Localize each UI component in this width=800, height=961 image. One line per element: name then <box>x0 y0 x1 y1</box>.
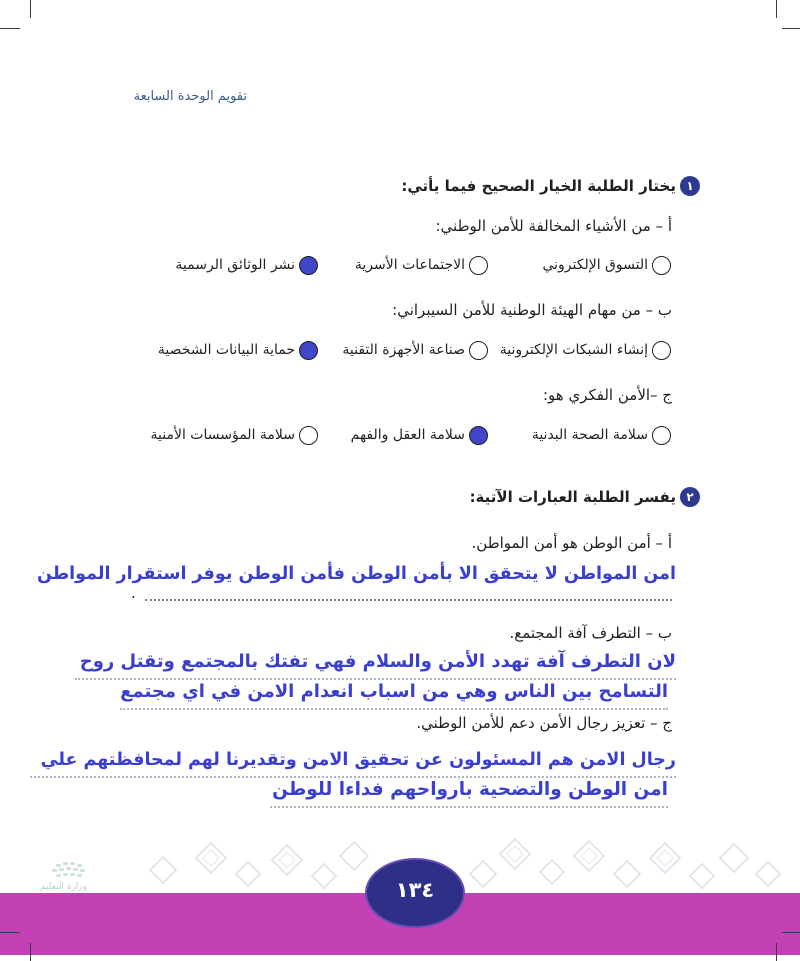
option-online-shopping[interactable] <box>542 254 671 276</box>
question-2-prompt: يفسر الطلبة العبارات الآتية: <box>469 488 676 506</box>
option-label: الاجتماعات الأسرية <box>354 257 465 273</box>
unit-review-title: تقويم الوحدة السابعة <box>133 89 247 104</box>
question-2-number-badge: ٢ <box>680 487 700 507</box>
option-label: حماية البيانات الشخصية <box>157 342 295 358</box>
question-2c-stem: ج – تعزيز رجال الأمن دعم للأمن الوطني. <box>416 714 672 732</box>
radio-button[interactable] <box>652 256 671 275</box>
option-intellect-understanding-safety[interactable] <box>351 424 488 446</box>
radio-button[interactable] <box>299 341 318 360</box>
radio-button[interactable] <box>299 256 318 275</box>
radio-button[interactable] <box>469 341 488 360</box>
question-1-prompt: يختار الطلبة الخيار الصحيح فيما يأتي: <box>401 177 676 195</box>
radio-button[interactable] <box>652 426 671 445</box>
logo-text: وزارة التعليم <box>40 882 88 892</box>
crop-mark <box>30 943 31 961</box>
question-1a-stem: أ – من الأشياء المخالفة للأمن الوطني: <box>435 217 672 235</box>
answer-2b-line-1: لان التطرف آفة تهدد الأمن والسلام فهي تفتك بالمجتمع وتقتل روح <box>75 646 676 680</box>
option-family-meetings[interactable] <box>355 254 488 276</box>
crop-mark <box>782 932 800 933</box>
answer-2b-line-2: التسامح بين الناس وهي من اسباب انعدام الامن في اي مجتمع <box>120 676 668 710</box>
radio-button[interactable] <box>299 426 318 445</box>
option-manufacturing-tech-devices[interactable] <box>342 339 488 361</box>
option-building-electronic-networks[interactable] <box>500 339 671 361</box>
answer-dotted-line <box>145 599 672 601</box>
option-security-institutions-safety[interactable] <box>151 424 318 446</box>
option-protecting-personal-data[interactable] <box>158 339 318 361</box>
option-label: سلامة المؤسسات الأمنية <box>150 427 295 443</box>
option-physical-health-safety[interactable] <box>532 424 671 446</box>
crop-mark <box>0 932 20 933</box>
option-label: سلامة العقل والفهم <box>350 427 465 443</box>
page-number: ١٣٤ <box>395 878 435 902</box>
option-label: صناعة الأجهزة التقنية <box>342 342 465 358</box>
dotted-line-end: . <box>131 584 136 602</box>
question-1b-stem: ب – من مهام الهيئة الوطنية للأمن السيبراني: <box>392 301 672 319</box>
crop-mark <box>776 943 777 961</box>
question-1-number-badge: ١ <box>680 176 700 196</box>
crop-mark <box>30 0 31 18</box>
answer-2c-line-2: امن الوطن والتضحية بارواحهم فداءا للوطن <box>270 774 668 808</box>
crop-mark <box>0 28 20 29</box>
page-number-badge <box>365 858 465 928</box>
option-label: إنشاء الشبكات الإلكترونية <box>499 342 648 358</box>
crop-mark <box>782 28 800 29</box>
option-label: نشر الوثائق الرسمية <box>175 257 295 273</box>
ministry-of-education-logo <box>30 860 114 894</box>
radio-button[interactable] <box>652 341 671 360</box>
answer-2c-line-1: رجال الامن هم المسئولون عن تحقيق الامن وتقديرنا لهم لمحافظتهم علي <box>30 744 676 778</box>
option-label: التسوق الإلكتروني <box>542 257 648 273</box>
ministry-logo-mark <box>30 860 114 882</box>
radio-button[interactable] <box>469 426 488 445</box>
radio-button[interactable] <box>469 256 488 275</box>
question-2a-stem: أ – أمن الوطن هو أمن المواطن. <box>471 534 672 552</box>
option-publishing-official-documents[interactable] <box>175 254 318 276</box>
question-1c-stem: ج –الأمن الفكري هو: <box>542 386 672 404</box>
question-2b-stem: ب – التطرف آفة المجتمع. <box>509 624 672 642</box>
crop-mark <box>776 0 777 18</box>
option-label: سلامة الصحة البدنية <box>531 427 648 443</box>
answer-2a-line-1: امن المواطن لا يتحقق الا بأمن الوطن فأمن الوطن يوفر استقرار المواطن <box>36 564 676 584</box>
